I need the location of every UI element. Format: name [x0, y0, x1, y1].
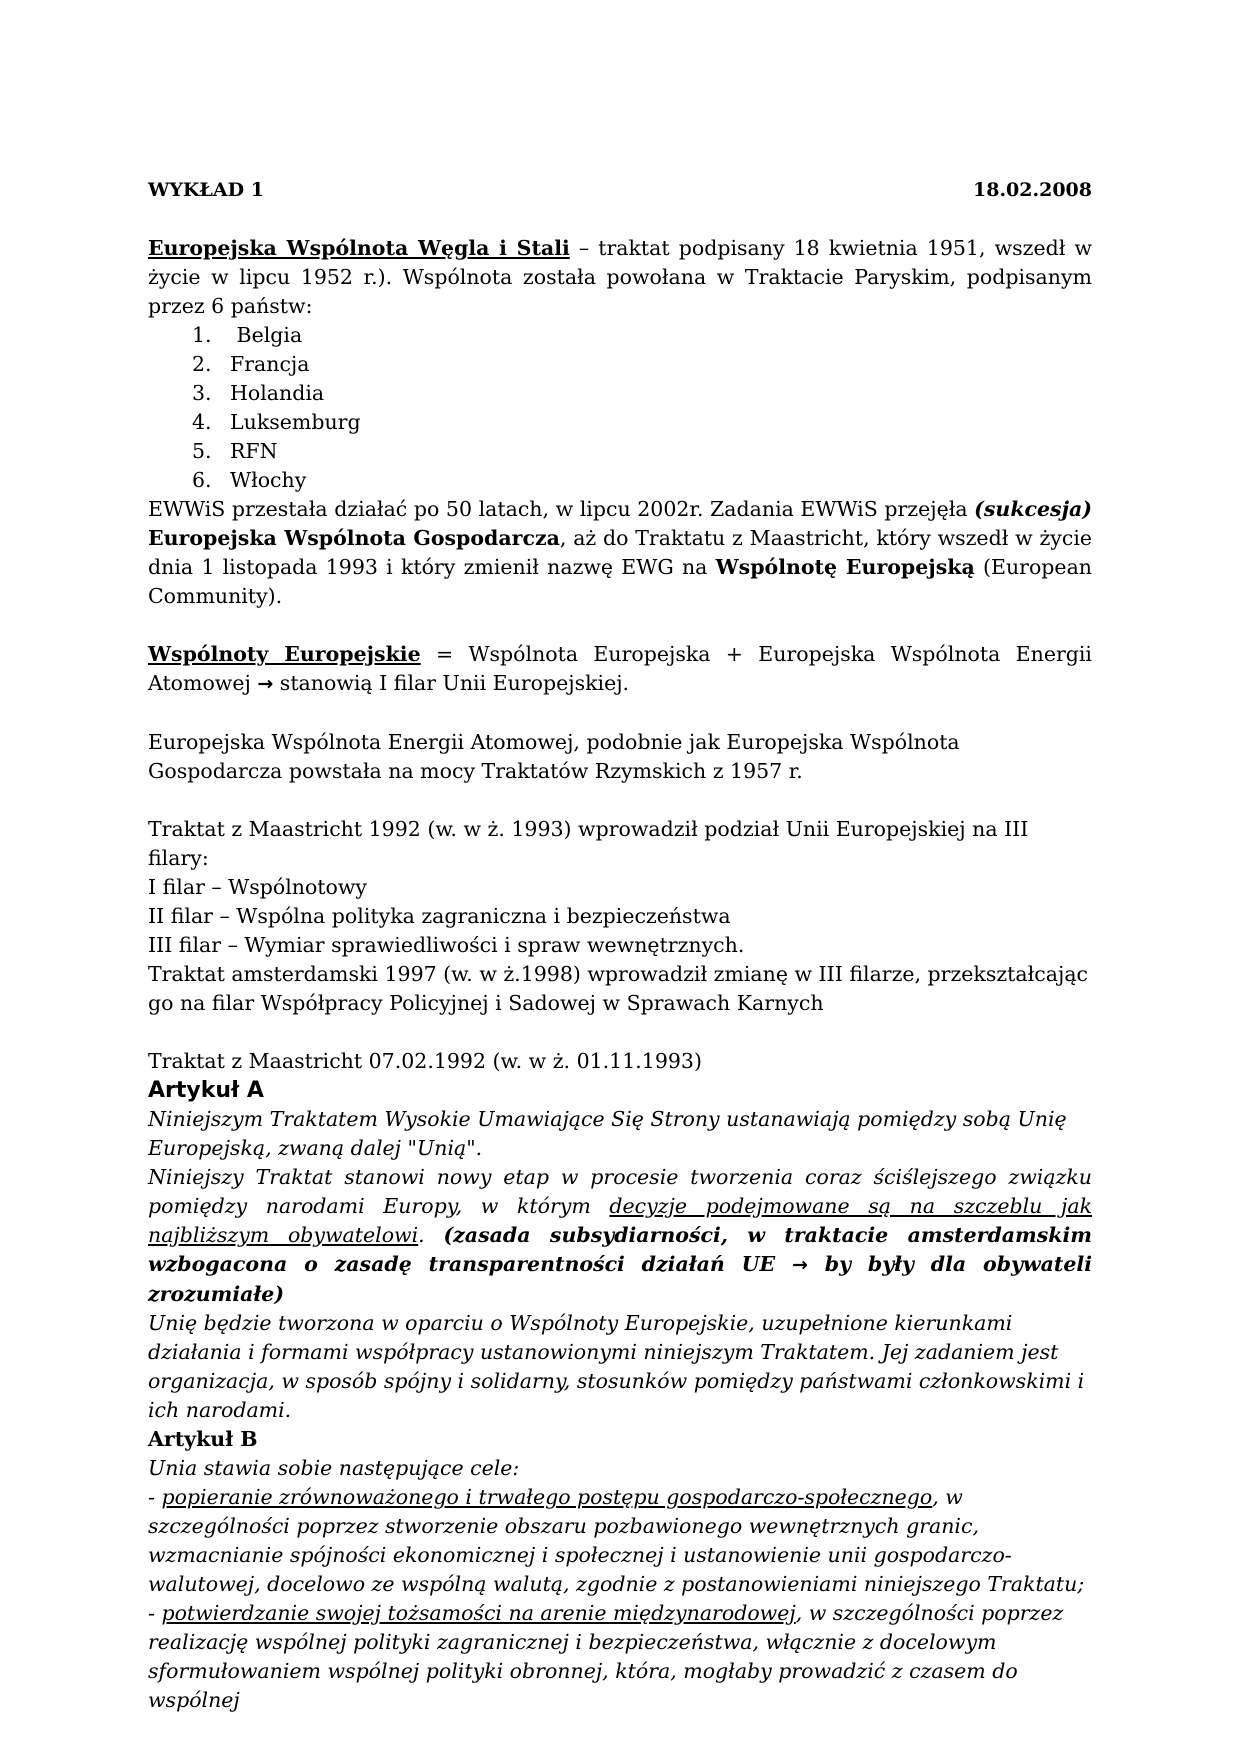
list-item: 4. Luksemburg	[192, 410, 361, 434]
paragraph-ewwis	[148, 234, 1092, 321]
article-a-sentence-3: Unię będzie tworzona w oparciu o Wspólnoty Europejskie, uzupełnione kierunkami działania i formami współpracy ustanowionymi niniejszym Traktatem. Jej zadaniem jest organizacja, w sposób spójny i solidarny, stosunków pomiędzy państwami członkowskimi i ich narodami.	[148, 1311, 1085, 1422]
pillar-2: II filar – Wspólna polityka zagraniczna i bezpieczeństwa	[148, 904, 731, 928]
pillar-1: I filar – Wspólnotowy	[148, 875, 368, 899]
term-ewwis: Europejska Wspólnota Węgla i Stali	[148, 236, 570, 260]
list-item: 6. Włochy	[192, 468, 307, 492]
paragraph-pillars-intro: Traktat z Maastricht 1992 (w. w ż. 1993) wprowadził podział Unii Europejskiej na III filary:	[148, 817, 1029, 870]
article-b-intro: Unia stawia sobie następujące cele:	[148, 1456, 520, 1480]
paragraph-communities: Wspólnoty Europejskie = Wspólnota Europejska + Europejska Wspólnota Energii Atomowej → stanowią I filar Unii Europejskiej.	[148, 642, 1092, 695]
article-b-goal-1: - popieranie zrównoważonego i trwałego postępu gospodarczo-społecznego, w szczególności poprzez stworzenie obszaru pozbawionego wewnętrznych granic, wzmacnianie spójności ekonomicznej i społecznej i ustanowienie unii gospodarczo-walutowej, docelowo ze wspólną walutą, zgodnie z postanowieniami niniejszego Traktatu;	[148, 1485, 1085, 1596]
list-item: 3. Holandia	[192, 381, 325, 405]
term-communities: Wspólnoty Europejskie	[148, 642, 421, 666]
paragraph-maastricht-dates: Traktat z Maastricht 07.02.1992 (w. w ż. 01.11.1993)	[148, 1049, 702, 1073]
article-b-goal-2: - potwierdzanie swojej tożsamości na arenie międzynarodowej, w szczególności poprzez realizację wspólnej polityki zagranicznej i bezpieczeństwa, włącznie z docelowym sformułowaniem wspólnej polityki obronnej, która, mogłaby prowadzić z czasem do wspólnej	[148, 1601, 1064, 1712]
lecture-title: WYKŁAD 1	[148, 179, 264, 201]
paragraph-succession: EWWiS przestała działać po 50 latach, w lipcu 2002r. Zadania EWWiS przejęła (sukcesja) Europejska Wspólnota Gospodarcza, aż do Traktatu z Maastricht, który wszedł w życie dnia 1 listopada 1993 i który zmienił nazwę EWG na Wspólnotę Europejską (European Community).	[148, 497, 1093, 608]
paragraph-amsterdam: Traktat amsterdamski 1997 (w. w ż.1998) wprowadził zmianę w III filarze, przekształcając go na filar Współpracy Policyjnej i Sadowej w Sprawach Karnych	[148, 962, 1089, 1015]
arrow-right-icon: →	[792, 1254, 808, 1276]
arrow-right-icon: →	[257, 673, 274, 695]
article-b-heading: Artykuł B	[148, 1427, 258, 1451]
pillar-3: III filar – Wymiar sprawiedliwości i spraw wewnętrznych.	[148, 933, 745, 957]
list-item: 2. Francja	[192, 352, 310, 376]
document-page	[148, 176, 1092, 1715]
article-a-heading: Artykuł A	[148, 1078, 264, 1103]
lecture-date: 18.02.2008	[973, 179, 1092, 201]
article-a-sentence-1: Niniejszym Traktatem Wysokie Umawiające Się Strony ustanawiają pomiędzy sobą Unię Europejską, zwaną dalej "Unią".	[148, 1107, 1067, 1160]
list-item: 1. Belgia	[192, 323, 303, 347]
list-item: 5. RFN	[192, 439, 278, 463]
paragraph-euratom: Europejska Wspólnota Energii Atomowej, podobnie jak Europejska Wspólnota Gospodarcza powstała na mocy Traktatów Rzymskich z 1957 r.	[148, 730, 960, 783]
founding-states-list	[148, 321, 1092, 495]
article-a-sentence-2: Niniejszy Traktat stanowi nowy etap w procesie tworzenia coraz ściślejszego związku pomiędzy narodami Europy, w którym decyzje podejmowane są na szczeblu jak najbliższym obywatelowi. (zasada subsydiarności, w traktacie amsterdamskim wzbogacona o zasadę transparentności działań UE → by były dla obywateli zrozumiałe)	[148, 1165, 1093, 1306]
paragraph-ewwis-text: – traktat podpisany 18 kwietnia 1951, wszedł w życie w lipcu 1952 r.). Wspólnota została powołana w Traktacie Paryskim, podpisanym przez 6 państw:	[148, 236, 1092, 318]
lecture-header	[148, 176, 1092, 205]
